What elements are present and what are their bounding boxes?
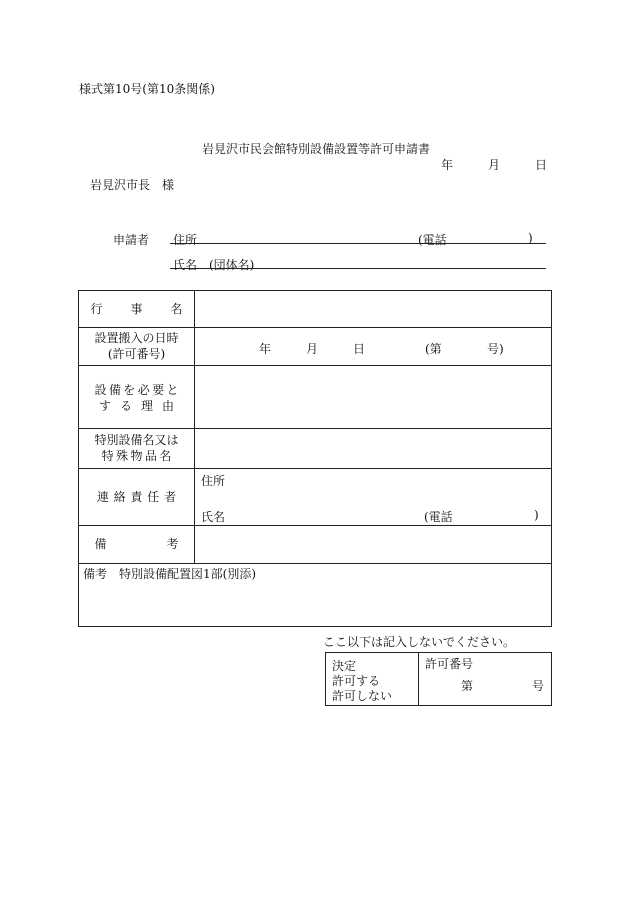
permit-close: 号): [487, 342, 504, 356]
event-name-label: 行 事 名: [90, 302, 183, 316]
deny-option: 許可しない: [332, 689, 393, 703]
date-month: 月: [488, 158, 501, 172]
applicant-label: 申請者: [113, 233, 150, 247]
contact-label: 連 絡 責 任 者: [96, 490, 177, 504]
permit-option: 許可する: [332, 674, 381, 688]
contact-field[interactable]: [195, 469, 551, 525]
datetime-month: 月: [306, 342, 319, 356]
row-divider: [79, 563, 551, 564]
applicant-name-line[interactable]: [170, 268, 546, 269]
contact-address-label: 住所: [201, 474, 226, 488]
applicant-phone-close: ): [528, 231, 533, 245]
datetime-year: 年: [259, 342, 272, 356]
date-year: 年: [441, 158, 454, 172]
permit-open: (第: [425, 342, 442, 356]
office-divider: [418, 653, 419, 705]
application-table: [78, 290, 552, 627]
contact-phone-open: (電話: [424, 510, 453, 524]
note-area[interactable]: [79, 581, 551, 626]
permit-number-go: 号: [532, 679, 545, 693]
datetime-day: 日: [353, 342, 366, 356]
decision-label: 決定: [332, 659, 357, 673]
equipment-field[interactable]: [195, 429, 551, 468]
addressee: 岩見沢市長 様: [90, 178, 175, 192]
datetime-label: 設置搬入の日時 (許可番号): [94, 331, 179, 361]
form-number: 様式第10号(第10条関係): [79, 82, 215, 96]
attachment-note: 備考 特別設備配置図1部(別添): [83, 567, 256, 581]
date-day: 日: [535, 158, 548, 172]
form-title: 岩見沢市民会館特別設備設置等許可申請書: [202, 142, 431, 156]
event-name-field[interactable]: [195, 291, 551, 327]
applicant-name-label: 氏名 (団体名): [173, 258, 255, 272]
reason-label: 設 備 を 必 要 と す る 理 由: [94, 383, 179, 413]
applicant-phone-open: (電話: [418, 233, 447, 247]
remarks-label: 備 考: [94, 537, 179, 551]
remarks-field[interactable]: [195, 526, 551, 563]
applicant-address-line[interactable]: [170, 243, 546, 244]
reason-field[interactable]: [195, 366, 551, 428]
permit-number-label: 許可番号: [425, 657, 474, 671]
office-use-box: [325, 652, 552, 706]
permit-number-dai: 第: [461, 679, 474, 693]
office-notice: ここ以下は記入しないでください。: [323, 635, 516, 649]
equipment-label: 特別設備名又は 特 殊 物 品 名: [94, 433, 179, 463]
contact-phone-close: ): [534, 508, 539, 522]
applicant-address-label: 住所: [173, 233, 198, 247]
contact-name-label: 氏名: [201, 510, 226, 524]
